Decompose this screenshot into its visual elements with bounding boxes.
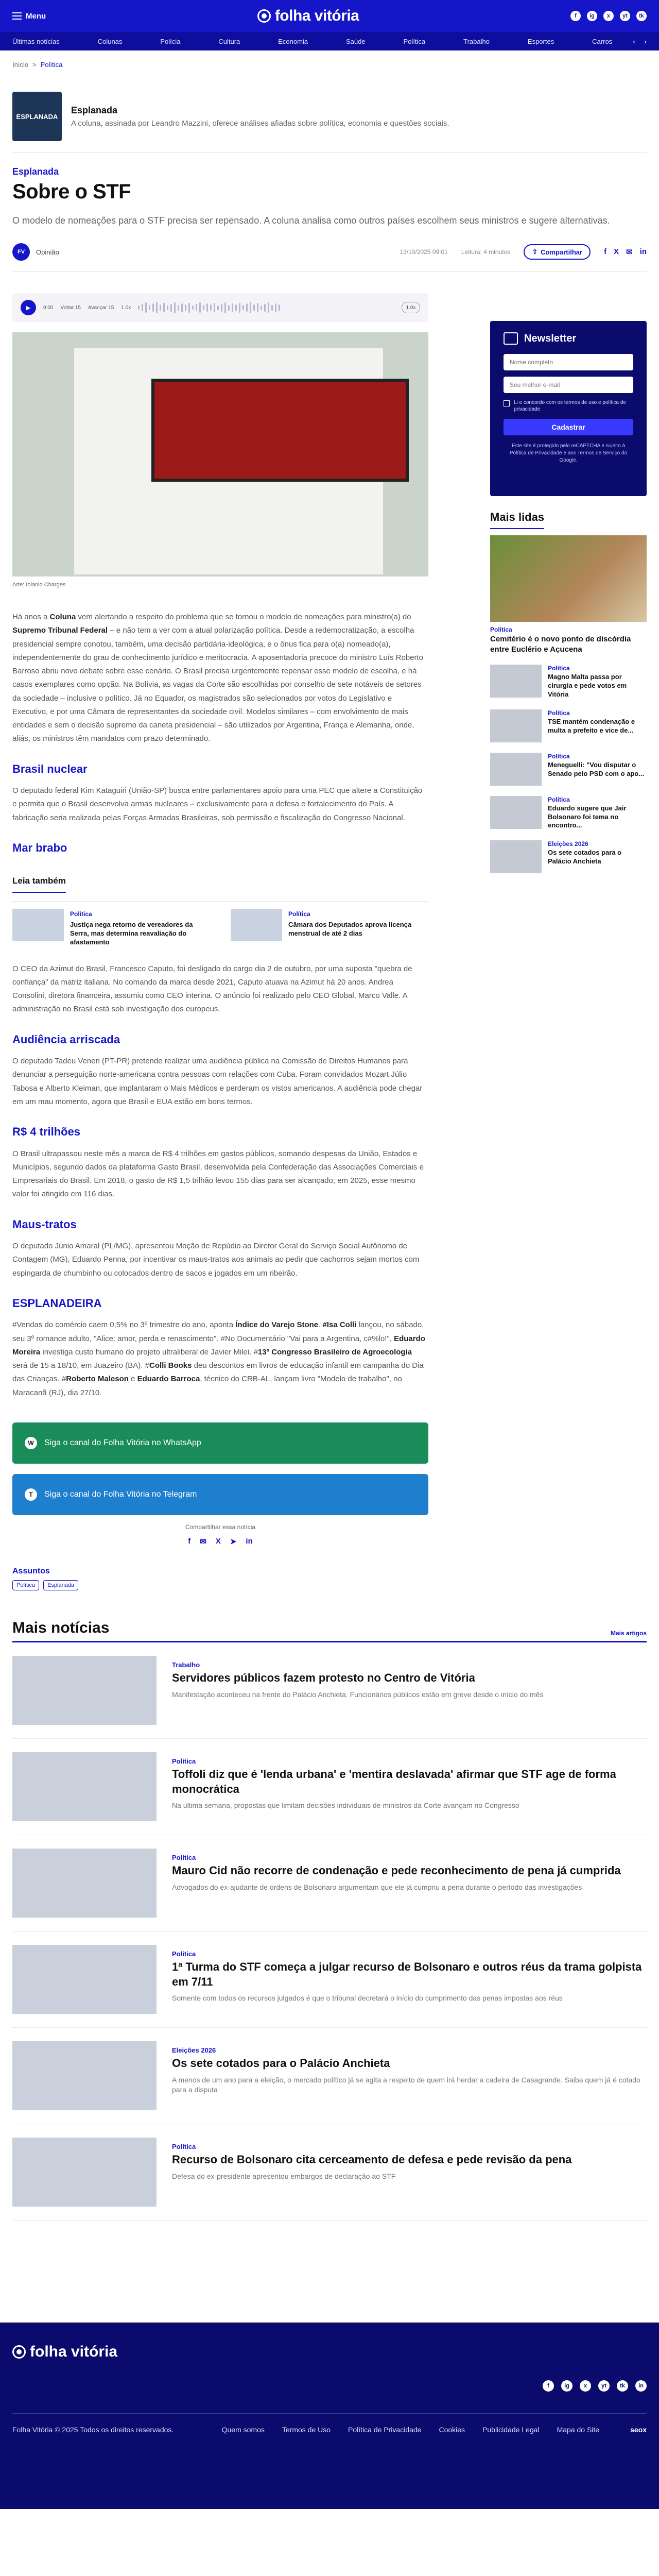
newsletter-email-input[interactable] — [504, 377, 633, 393]
news-headline: Recurso de Bolsonaro cita cerceamento de defesa e pede revisão da pena — [172, 2153, 572, 2166]
nav-item-saude[interactable]: Saúde — [345, 37, 366, 45]
read-also-category: Política — [70, 910, 92, 918]
telegram-share-icon[interactable]: ➤ — [230, 1537, 237, 1546]
section-heading: R$ 4 trilhões — [12, 1125, 81, 1139]
facebook-share-icon[interactable]: f — [188, 1536, 191, 1546]
news-headline: 1ª Turma do STF começa a julgar recurso de Bolsonaro e outros réus da trama golpista em 7/11 — [172, 1960, 642, 1988]
whatsapp-channel-button[interactable] — [12, 1422, 428, 1464]
article-subtitle: O modelo de nomeações para o STF precisa ser repensado. A coluna analisa como outros países escolhem seus ministros e sugere alternativas. — [12, 215, 610, 226]
most-read-item[interactable] — [490, 835, 647, 878]
menu-label: Menu — [26, 11, 46, 21]
paragraph: O deputado Júnio Amaral (PL/MG), apresentou Moção de Repúdio ao Diretor Geral do Serviço Social Autônomo de Contagem (MG), Eduardo Penna, por incentivar os maus-tratos aos animais ao pedir que cachorros sejam mortos com espingarda de chumbinho ou colocados dentro de sacos e jogados em um ribeirão. — [12, 1242, 420, 1278]
breadcrumb-home[interactable]: Início — [12, 61, 29, 69]
paragraph: O deputado Tadeu Veneri (PT-PR) pretende realizar uma audiência pública na Comissão de Direitos Humanos para denunciar a perseguição norte-americana contra pessoas com relações com Cuba. Foram convidados Mozart Júlio Tabosa e Alberto Kleiman, que implantaram o Mais Médicos e perderam os vistos americanos. A audiência pode chegar em um mau momento, agora que Brasil e EUA estão em bons termos. — [12, 1057, 423, 1106]
newsletter-title: Newsletter — [524, 332, 577, 344]
consent-label: Li e concordo com os termos de uso e política de privacidade — [514, 400, 626, 412]
share-button[interactable] — [524, 244, 591, 260]
facebook-icon[interactable]: f — [570, 11, 581, 21]
instagram-icon[interactable]: ig — [561, 2380, 573, 2392]
forward-button[interactable]: Avançar 15 — [88, 304, 114, 311]
tiktok-icon[interactable]: tk — [617, 2380, 628, 2392]
read-also-thumbnail — [12, 909, 64, 941]
most-read-item[interactable] — [490, 748, 647, 791]
nav-next-icon[interactable]: › — [644, 37, 647, 45]
newsletter-box — [490, 321, 647, 496]
most-read-item[interactable] — [490, 622, 647, 659]
news-headline: Mauro Cid não recorre de condenação e pede reconhecimento de pena já cumprida — [172, 1863, 621, 1877]
facebook-icon[interactable]: f — [543, 2380, 554, 2392]
most-read-item[interactable] — [490, 659, 647, 704]
most-read-headline: TSE mantém condenação e multa a prefeito e vice de... — [548, 717, 635, 734]
paragraph: Há anos a Coluna vem alertando a respeito do problema que se tornou o modelo de nomeações para ministro(a) do Supremo Tribunal Federal – e não tem a ver com a atual polarização política. Desde a redemocratização, a escolha presidencial sempre conotou, também, uma decisão partidária-ideológica, e o ônus fica para o(a) nomeado(a), independentemente do grau de conhecimento jurídico e meritocracia. A aposentadoria precoce do ministro Luís Roberto Barroso abriu novo debate sobre esse cenário. O Brasil precisa urgentemente repensar esse modelo de escolha, e há casos exemplares como opção. Na Bolívia, as vagas da Corte são escolhidas por conselho de sete notáveis de setores da sociedade – inclusive o político. Já no Equador, os magistrados são selecionados por votos do Legislativo e Executivo, e por uma Câmara de representantes da sociedade civil. Modelos similares – com envolvimento de mais entidades e sem o decisão supremo da caneta presidencial – são utilizados por Argentina, França e Alemanha, onde, aliás, os ministros têm mandatos com prazo determinado. — [12, 613, 423, 743]
most-read-category: Política — [548, 665, 570, 672]
tiktok-icon[interactable]: tk — [636, 11, 647, 21]
read-also-headline: Justiça nega retorno de vereadores da Serra, mas determina reavaliação do afastamento — [70, 921, 193, 946]
hamburger-icon — [12, 12, 22, 20]
article-image — [12, 332, 428, 577]
section-heading: Mar brabo — [12, 841, 67, 854]
most-read-thumbnail — [490, 665, 542, 698]
site-header — [0, 0, 659, 50]
read-also-thumbnail — [231, 909, 282, 941]
article-body — [12, 611, 428, 1400]
top-bar — [0, 0, 659, 32]
most-read-thumbnail — [490, 753, 542, 786]
column-name[interactable]: Esplanada — [71, 105, 118, 115]
news-summary: Somente com todos os recursos julgados é que o tribunal decretará o início do cumprimento das penas impostas aos réus — [172, 1994, 563, 2003]
news-summary: Manifestação aconteceu na frente do Palácio Anchieta. Funcionários públicos estão em greve desde o início do mês — [172, 1690, 544, 1699]
author-name[interactable]: Opinião — [36, 248, 59, 256]
section-heading: Audiência arriscada — [12, 1032, 120, 1046]
rate-label: 1.0x — [121, 304, 131, 311]
audio-player — [12, 293, 428, 322]
article-kicker[interactable]: Esplanada — [12, 166, 59, 177]
news-thumbnail — [12, 1656, 157, 1725]
breadcrumb-current[interactable]: Política — [40, 61, 63, 69]
section-heading: Brasil nuclear — [12, 762, 88, 775]
news-item[interactable] — [12, 2124, 647, 2221]
most-read-thumbnail — [490, 709, 542, 742]
news-category: Política — [172, 1853, 196, 1861]
logo-icon — [12, 2345, 26, 2359]
most-read-item[interactable] — [490, 791, 647, 836]
footer-logo-text: folha vitória — [30, 2343, 118, 2360]
news-summary: Advogados do ex-ajudante de ordens de Bolsonaro argumentam que ele já cumpriu a pena durante o período das investigações — [172, 1883, 582, 1891]
most-read-thumbnail — [490, 796, 542, 829]
more-news-title: Mais notícias — [12, 1619, 110, 1636]
newsletter-icon — [504, 332, 518, 345]
most-read-item[interactable] — [490, 704, 647, 748]
telegram-channel-button[interactable] — [12, 1474, 428, 1515]
most-read-category: Política — [548, 709, 570, 717]
paragraph: O deputado federal Kim Kataguiri (União-SP) busca entre parlamentares apoio para uma PEC que altere a Constituição e permita que o Brasil desenvolva armas nucleares – exclusivamente para a defesa e fortalecimento do País. A fabricação seria realizada pelas Forças Armadas Brasileiras, sob permissão e fiscalização do Congresso Nacional. — [12, 786, 423, 822]
news-item[interactable] — [12, 1931, 647, 2028]
most-read — [490, 511, 647, 878]
breadcrumb — [12, 50, 647, 78]
nav-item-cultura[interactable]: Cultura — [218, 37, 240, 45]
nav-item-ultimas[interactable]: Últimas notícias — [12, 37, 60, 45]
nav-item-colunas[interactable]: Colunas — [97, 37, 123, 45]
nav-item-policia[interactable]: Polícia — [160, 37, 181, 45]
read-also-item[interactable] — [231, 909, 428, 947]
news-item[interactable] — [12, 1739, 647, 1835]
newsletter-name-input[interactable] — [504, 354, 633, 370]
news-item[interactable] — [12, 2028, 647, 2124]
nav-item-trabalho[interactable]: Trabalho — [463, 37, 490, 45]
nav-item-politica[interactable]: Política — [403, 37, 426, 45]
whatsapp-channel-label: Siga o canal do Folha Vitória no WhatsApp — [44, 1438, 201, 1447]
telegram-icon: T — [25, 1488, 37, 1501]
most-read-category: Política — [490, 626, 512, 633]
email-share-icon[interactable]: ✉ — [200, 1537, 206, 1546]
x-share-icon[interactable]: X — [614, 247, 619, 256]
news-summary: Defesa do ex-presidente apresentou embargos de declaração ao STF — [172, 2172, 396, 2180]
email-share-icon[interactable]: ✉ — [626, 248, 633, 257]
read-also-headline: Câmara dos Deputados aprova licença menstrual de até 2 dias — [288, 921, 412, 937]
read-also-item[interactable] — [12, 909, 210, 947]
audio-waveform[interactable] — [138, 301, 394, 314]
menu-button[interactable] — [12, 12, 46, 21]
logo-icon — [257, 9, 271, 23]
news-category: Trabalho — [172, 1660, 200, 1669]
news-category: Política — [172, 2142, 196, 2150]
image-credit: Arte: Iolanio Charges — [12, 582, 66, 588]
whatsapp-icon: W — [25, 1437, 37, 1449]
most-read-category: Eleições 2026 — [548, 840, 588, 848]
linkedin-share-icon[interactable]: in — [246, 1536, 253, 1546]
youtube-icon[interactable]: yt — [598, 2380, 610, 2392]
more-news — [12, 1619, 647, 2221]
footer-socials — [543, 2380, 647, 2392]
news-headline: Toffoli diz que é 'lenda urbana' e 'mentira deslavada' afirmar que STF age de forma monocrática — [172, 1767, 616, 1795]
footer-link[interactable]: Publicidade Legal — [482, 2425, 540, 2434]
section-heading: ESPLANADEIRA — [12, 1296, 102, 1310]
share-icon: ⇪ — [532, 248, 538, 256]
consent-checkbox[interactable] — [504, 400, 510, 406]
linkedin-share-icon[interactable]: in — [639, 247, 647, 256]
article-title: Sobre o STF — [12, 180, 131, 203]
paragraph: #Vendas do comércio caem 0,5% no 3º trimestre do ano, aponta Índice do Varejo Stone. #Isa Colli lançou, no sábado, seu 3º romance adulto, "Alice: amor, perda e renascimento". #No Documentário "Vai para a Argentina, c#%lo!", Eduardo Moreira investiga custo humano do projeto ultraliberal de Javier Milei. #13º Congresso Brasileiro de Agroecologia será de 15 a 18/10, em Juazeiro (BA). #Colli Books deu descontos em livros de educação infantil em campanha do Dia das Crianças. #Roberto Maleson e Eduardo Barroca, técnico do CRB-AL, lançam livro "Modelo de trabalho", no Maracanã (RJ), dia 27/10. — [12, 1320, 425, 1397]
most-read-hero-image[interactable] — [490, 535, 647, 622]
more-articles-link[interactable]: Mais artigos — [610, 1629, 647, 1637]
facebook-share-icon[interactable]: f — [604, 247, 607, 256]
most-read-category: Política — [548, 795, 570, 803]
paragraph: O Brasil ultrapassou neste mês a marca de R$ 4 trilhões em gastos públicos, somando despesas da União, Estados e Municípios, segundo dados da plataforma Gasto Brasil, desenvolvida pela Confederação das Associações Comerciais e Empresariais do Brasil. Em 2018, o gasto de R$ 1,5 trilhão levou 155 dias para ser alcançado; em 2025, esse mesmo valor foi atingido em 116 dias. — [12, 1149, 424, 1199]
news-summary: Na última semana, propostas que limitam decisões individuais de ministros da Corte avançam no Congresso — [172, 1801, 519, 1810]
read-also-category: Política — [288, 910, 310, 918]
read-also-box — [12, 873, 428, 946]
read-also-title: Leia também — [12, 873, 66, 893]
column-description: A coluna, assinada por Leandro Mazzini, oferece análises afiadas sobre política, economia e questões sociais. — [71, 119, 449, 128]
most-read-thumbnail — [490, 840, 542, 873]
most-read-headline: Cemitério é o novo ponto de discórdia entre Euclério e Açucena — [490, 635, 631, 654]
news-category: Eleições 2026 — [172, 2046, 216, 2054]
site-footer — [0, 2323, 659, 2509]
header-socials — [570, 11, 647, 21]
publish-date: 13/10/2025 09:01 — [400, 248, 448, 256]
section-nav — [0, 32, 659, 50]
footer-link[interactable]: Política de Privacidade — [348, 2425, 422, 2434]
news-headline: Servidores públicos fazem protesto no Centro de Vitória — [172, 1671, 475, 1684]
share-this-label: Compartilhar essa notícia — [185, 1523, 256, 1531]
article-meta — [12, 228, 647, 271]
nav-prev-icon[interactable]: ‹ — [633, 37, 635, 45]
news-category: Política — [172, 1950, 196, 1958]
x-share-icon[interactable]: X — [215, 1536, 221, 1546]
column-info — [12, 78, 647, 152]
nav-item-economia[interactable]: Economia — [278, 37, 308, 45]
x-icon[interactable]: x — [603, 11, 614, 21]
most-read-headline: Os sete cotados para o Palácio Anchieta — [548, 849, 622, 866]
share-icons — [604, 247, 647, 257]
footer-copyright: Folha Vitória © 2025 Todos os direitos reservados. — [12, 2425, 174, 2434]
news-thumbnail — [12, 1752, 157, 1821]
youtube-icon[interactable]: yt — [620, 11, 630, 21]
news-thumbnail — [12, 2041, 157, 2110]
instagram-icon[interactable]: ig — [587, 11, 597, 21]
news-category: Política — [172, 1757, 196, 1765]
telegram-channel-label: Siga o canal do Folha Vitória no Telegram — [44, 1489, 197, 1499]
news-summary: A menos de um ano para a eleição, o mercado político já se agita a respeito de quem irá herdar a cadeira de Casagrande. Saiba quem já é cotado para a disputa — [172, 2075, 640, 2094]
most-read-headline: Magno Malta passa por cirurgia e pede votos em Vitória — [548, 673, 627, 698]
partner-logo[interactable]: seox — [630, 2425, 647, 2434]
news-item[interactable] — [12, 1642, 647, 1739]
article-main — [12, 283, 428, 1590]
recaptcha-note: Este site é protegido pelo reCAPTCHA e sujeito à Política de Privacidade e aos Termos de Serviço do Google. — [509, 443, 628, 463]
most-read-headline: Meneguelli: "Vou disputar o Senado pelo PSD com o apo... — [548, 760, 645, 777]
most-read-headline: Eduardo sugere que Jair Bolsonaro foi tema no encontro... — [548, 804, 627, 829]
linkedin-icon[interactable]: in — [635, 2380, 647, 2392]
site-logo[interactable] — [257, 7, 359, 25]
column-logo[interactable]: ESPLANADA — [12, 92, 62, 141]
rewind-button[interactable]: Voltar 15 — [60, 304, 81, 311]
play-icon[interactable]: ▶ — [21, 300, 36, 315]
share-label: Compartilhar — [541, 248, 583, 256]
footer-link[interactable]: Termos de Uso — [282, 2425, 331, 2434]
footer-link[interactable]: Quem somos — [221, 2425, 265, 2434]
breadcrumb-separator-icon: > — [32, 61, 37, 69]
news-thumbnail — [12, 1849, 157, 1918]
cartoon-illustration — [74, 348, 383, 574]
section-heading: Maus-tratos — [12, 1217, 77, 1231]
topic-tag[interactable]: Política — [12, 1580, 39, 1590]
x-icon[interactable]: x — [580, 2380, 591, 2392]
news-thumbnail — [12, 2138, 157, 2207]
news-headline: Os sete cotados para o Palácio Anchieta — [172, 2056, 390, 2070]
speed-button[interactable]: 1.0x — [402, 302, 420, 313]
reading-time: Leitura: 4 minutos — [461, 248, 511, 256]
footer-logo[interactable] — [12, 2343, 117, 2361]
topics — [12, 1567, 428, 1590]
news-item[interactable] — [12, 1835, 647, 1931]
most-read-category: Política — [548, 752, 570, 760]
footer-link[interactable]: Cookies — [439, 2425, 465, 2434]
player-time: 0:00 — [43, 304, 54, 311]
newsletter-submit-button[interactable]: Cadastrar — [504, 419, 633, 435]
footer-link[interactable]: Mapa do Site — [557, 2425, 600, 2434]
share-bottom-icons — [12, 1537, 428, 1546]
nav-item-esportes[interactable]: Esportes — [527, 37, 554, 45]
most-read-title: Mais lidas — [490, 511, 544, 529]
paragraph: O CEO da Azimut do Brasil, Francesco Caputo, foi desligado do cargo dia 2 de outubro, por uma suposta "quebra de confiança" da matriz italiana. No comando da marca desde 2021, Caputo atuava na Azimut há 20 anos. Andrea Consolini, diretora financeira, assumiu como CEO interina. O anúncio foi realizado pelo CEO Global, Marco Valle. A administração no Brasil está sob investigação dos europeus. — [12, 964, 412, 1014]
news-thumbnail — [12, 1945, 157, 2014]
topics-title: Assuntos — [12, 1566, 50, 1575]
author-avatar: FV — [12, 243, 30, 261]
topic-tag[interactable]: Esplanada — [43, 1580, 78, 1590]
logo-text: folha vitória — [274, 7, 359, 24]
nav-item-carros[interactable]: Carros — [592, 37, 613, 45]
sidebar — [490, 283, 647, 1590]
